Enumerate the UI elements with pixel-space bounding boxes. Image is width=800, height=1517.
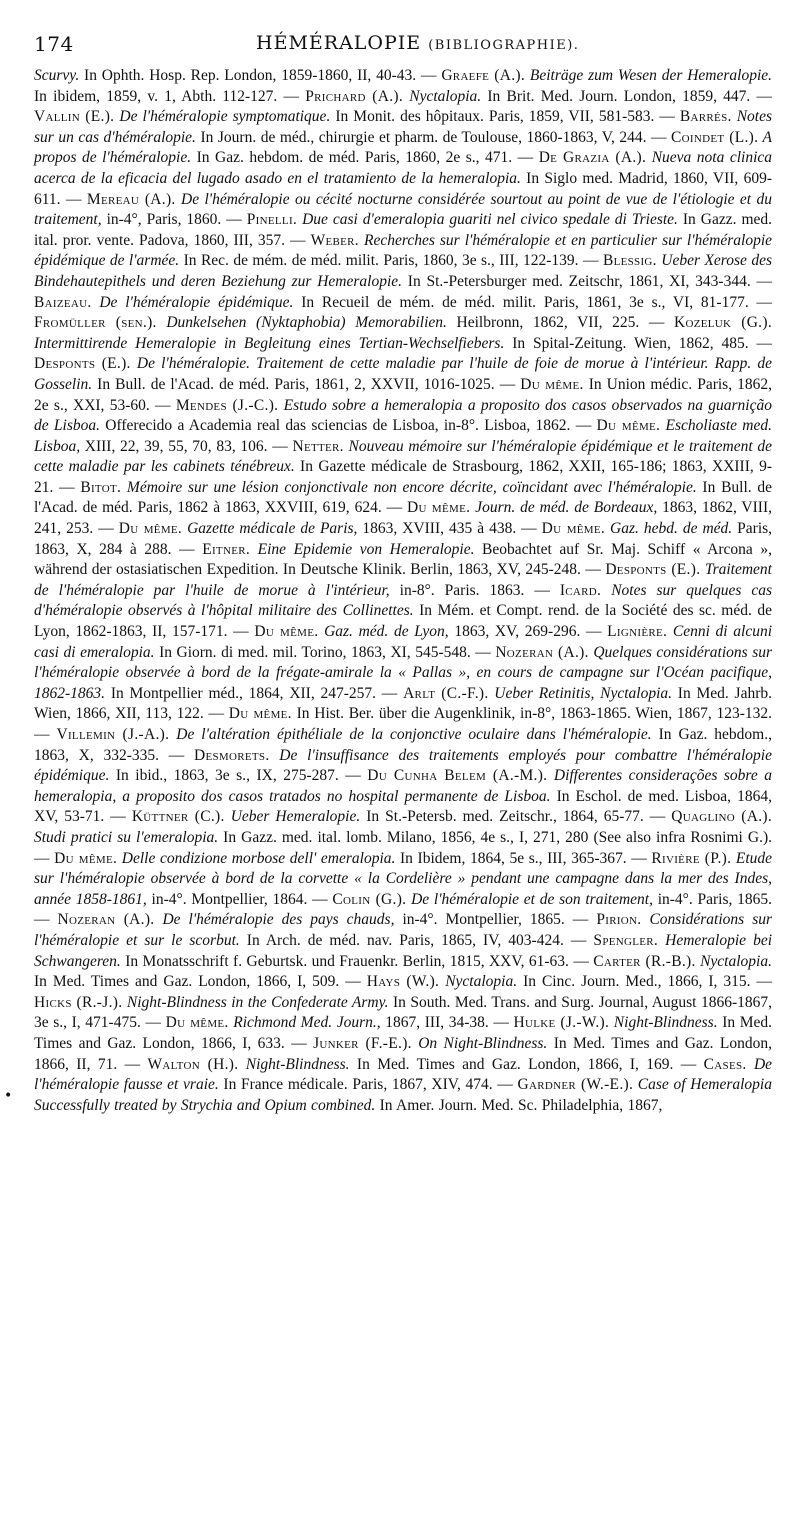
entry-title: Recherches sur l'héméralopie et en particulier sur l'héméralopie épidémique de l'armée. <box>34 231 773 270</box>
entry-title: Ueber Retinitis, Nyctalopia. <box>488 684 673 702</box>
entry-title: De l'héméralopie des pays chauds, <box>154 911 395 929</box>
entry-separator-dash: — <box>376 684 404 702</box>
entry-publication: In Gazz. med. ital. lomb. Milano, 1856, 4e s., I, 271, 280 (See also infra Rosnimi G.). <box>218 828 772 846</box>
entry-separator-dash: — <box>494 375 521 393</box>
entry-author: Weber. <box>310 231 359 249</box>
entry-author: Walton (H.). <box>147 1055 239 1073</box>
entry-separator-dash: — <box>140 1014 166 1032</box>
entry-author: De Grazia (A.). <box>538 149 647 167</box>
entry-author: Kozeluk (G.). <box>674 314 772 332</box>
entry-title: Studi pratici su l'emeralopia. <box>34 828 219 846</box>
entry-author: Du même. <box>254 623 319 641</box>
entry-publication: In St.-Petersb. med. Zeitschr., 1864, 65-77. <box>360 808 644 826</box>
entry-separator-dash: — <box>104 808 132 826</box>
entry-separator-dash: — <box>512 149 539 167</box>
entry-author: Netter. <box>292 437 344 455</box>
bibliography-entry <box>305 88 750 105</box>
bibliography-entry <box>34 67 416 84</box>
entry-author: Coindet (L.). <box>671 128 759 146</box>
entry-title: Nyctalopia. <box>403 87 482 105</box>
entry-title: Cenni di alcuni casi di emeralopia. <box>34 623 773 661</box>
entry-separator-dash: — <box>338 767 368 785</box>
entry-title: Notes sur quelques cas d'héméralopie observés à l'hôpital militaire des Collinettes. <box>34 581 772 620</box>
entry-publication: In Monatsschrift f. Geburtsk. und Frauenkr. Berlin, 1815, XXV, 61-63. <box>120 952 569 970</box>
entry-publication: Offerecido a Academia real das sciencias de Lisboa, in-8°. Lisboa, 1862. <box>100 417 571 435</box>
entry-separator-dash: — <box>673 1055 704 1073</box>
bibliography-entry <box>166 1014 489 1031</box>
entry-author: Bitot. <box>80 478 122 496</box>
entry-title: Escholiaste med. Lisboa, <box>34 417 772 455</box>
entry-publication: In Mém. et Compt. rend. de la Société des sc. méd. de Lyon, 1862-1863, II, 157-171. <box>34 602 773 641</box>
entry-author: Desponts (E.). <box>34 355 131 373</box>
entry-publication: In ibidem, 1859, v. 1, Abth. 112-127. <box>34 87 278 105</box>
entry-separator-dash: — <box>117 1055 148 1073</box>
entry-separator-dash: — <box>416 67 442 84</box>
entry-title: Differentes considerações sobre a hemeralopia, a proposito dos casos tratados no hospital permanente de Lisboa. <box>34 767 773 805</box>
running-title <box>256 32 579 54</box>
entry-author: Eitner. <box>202 540 251 558</box>
entry-separator-dash: — <box>221 211 247 229</box>
entry-title: Dunkelsehen (Nyktaphobia) Memorabilien. <box>156 314 447 332</box>
entry-title: De l'altération épithéliale de la conjonctive oculaire dans l'héméralopie. <box>169 726 652 743</box>
entry-author: Küttner (C.). <box>131 808 225 826</box>
entry-author: Du même. <box>541 520 606 538</box>
entry-publication: In Gaz. hebdom. de méd. Paris, 1860, 2e s., 471. <box>191 149 513 167</box>
entry-publication: In Union médic. Paris, 1862, 2e s., XXI, 53-60. <box>34 375 772 414</box>
entry-separator-dash: — <box>570 417 597 435</box>
entry-publication: In Med. Jahrb. Wien, 1866, XII, 113, 122. <box>34 684 772 723</box>
entry-separator-dash: — <box>564 911 597 929</box>
entry-title: A propos de l'héméralopie. <box>34 128 772 167</box>
entry-author: Colin (G.). <box>332 890 407 908</box>
entry-publication: In Monit. des hôpitaux. Paris, 1859, VII, 581-583. <box>330 108 655 126</box>
entry-author: Arlt (C.-F.). <box>403 684 489 702</box>
entry-title: Case of Hemeralopia Successfully treated by Strychia and Opium combined. <box>34 1076 772 1114</box>
entry-publication: In Med. Times and Gaz. London, 1866, II, 71. <box>34 1034 772 1073</box>
page-number: 174 <box>34 32 74 56</box>
entry-publication: 1863, XVIII, 435 à 438. <box>357 520 517 538</box>
entry-title: Nueva nota clinica acerca de la eficacia del lugado asado en el tratamiento de la hemeralopia. <box>34 149 773 187</box>
bibliography-entry <box>132 808 644 825</box>
entry-author: Du même. <box>118 520 183 538</box>
entry-separator-dash: — <box>750 87 773 105</box>
entry-publication: In Ophth. Hosp. Rep. London, 1859-1860, II, 40-43. <box>79 67 417 84</box>
entry-title: Night-Blindness. <box>609 1014 718 1032</box>
entry-separator-dash: — <box>524 581 560 599</box>
entry-title: Due casi d'emeralopia guariti nel civico spedale di Trieste. <box>297 211 678 229</box>
entry-author: Desmorets. <box>193 746 270 764</box>
entry-title: Nouveau mémoire sur l'héméralopie épidémique et le traitement de cette maladie par les cabinets ténébreux. <box>34 437 772 476</box>
entry-publication: in-8°. Paris. 1863. <box>389 581 525 599</box>
entry-title: De l'héméralopie. Traitement de cette maladie par l'huile de foie de morue à l'intérieur. Rapp. de Gosselin. <box>34 355 773 393</box>
entry-separator-dash: — <box>750 272 773 290</box>
entry-publication: In Brit. Med. Journ. London, 1859, 447. <box>481 87 751 105</box>
entry-publication: In Ibidem, 1864, 5e s., III, 365-367. <box>395 849 627 867</box>
entry-author: Baizeau. <box>34 293 92 311</box>
entry-title: Gaz. méd. de Lyon, <box>318 623 449 641</box>
entry-separator-dash: — <box>149 396 176 414</box>
entry-separator-dash: — <box>470 643 496 661</box>
entry-title: De l'héméralopie ou cécité nocturne considérée sourtout au point de vue de l'étiologie et du traitement, <box>34 190 773 229</box>
entry-separator-dash: — <box>171 540 203 558</box>
entry-separator-dash: — <box>60 190 87 208</box>
entry-separator-dash: — <box>34 911 58 929</box>
entry-separator-dash: — <box>492 1076 518 1094</box>
document-page <box>34 28 772 1116</box>
entry-separator-dash: — <box>488 1014 514 1032</box>
entry-publication: 1863, 1862, VIII, 241, 253. <box>34 499 772 538</box>
entry-publication: In Hist. Ber. über die Augenklinik, in-8°, 1863-1865. Wien, 1867, 123-132. <box>291 705 773 723</box>
entry-publication: In Gazette médicale de Strasbourg, 1862, XXII, 165-186; 1863, XXIII, 9-21. <box>34 458 773 496</box>
entry-separator-dash: — <box>646 128 672 146</box>
entry-title: Mémoire sur une lésion conjonctivale non encore décrite, coïncidant avec l'héméralopie. <box>121 478 697 496</box>
entry-publication: In South. Med. Trans. and Surg. Journal, August 1866-1867, 3e s., I, 471-475. <box>34 993 772 1032</box>
entry-author: Pinelli. <box>246 211 298 229</box>
bibliography-entry <box>332 891 772 908</box>
bibliography-text <box>34 66 772 1116</box>
entry-title: De l'héméralopie symptomatique. <box>114 108 331 126</box>
entry-author: Cases. <box>703 1055 747 1073</box>
entry-author: Nozeran (A.). <box>57 911 155 929</box>
entry-author: Du même. <box>520 375 584 393</box>
entry-title: Scurvy. <box>34 67 80 84</box>
entry-author: Quaglino (A.). <box>671 808 773 826</box>
entry-author: Hicks (R.-J.). <box>34 993 123 1011</box>
entry-author: Barrés. <box>679 108 732 126</box>
entry-publication: In Montpellier méd., 1864, XII, 247-257. <box>105 684 377 702</box>
entry-separator-dash: — <box>748 293 773 311</box>
entry-title: Intermittirende Hemeralopie in Begleitung eines Tertian-Wechselfiebers. <box>34 334 505 352</box>
entry-title: Quelques considérations sur l'héméralopie observée à bord de la frégate-amirale la « Pallas », en cours de campagne sur l'Océan pacifique, 1862-1863. <box>34 643 773 702</box>
bibliography-entry <box>34 314 639 331</box>
entry-author: Du même. <box>165 1014 229 1032</box>
entry-publication: in-4°. Montpellier, 1865. <box>394 911 565 929</box>
entry-separator-dash: — <box>748 334 773 352</box>
entry-publication: Beobachtet auf Sr. Maj. Schiff « Arcona », während der ostasiatischen Expedition. In Deutsche Klinik. Berlin, 1863, XV, 245-248. <box>34 540 773 579</box>
entry-title: Eine Epidemie von Hemeralopie. <box>250 540 475 558</box>
bibliography-entry <box>147 1056 673 1073</box>
entry-separator-dash: — <box>568 952 594 970</box>
entry-publication: In Spital-Zeitung. Wien, 1862, 485. <box>504 334 749 352</box>
entry-author: Graefe (A.). <box>441 67 526 84</box>
bibliography-entry <box>34 294 749 311</box>
entry-title: De l'héméralopie épidémique. <box>91 293 294 311</box>
entry-author: Vallin (E.). <box>34 108 115 126</box>
entry-separator-dash: — <box>563 931 594 949</box>
bibliography-entry <box>254 623 580 640</box>
entry-publication: 1867, III, 34-38. <box>380 1014 489 1032</box>
entry-separator-dash: — <box>93 520 119 538</box>
entry-publication: in-4°, Paris, 1860. <box>101 211 222 229</box>
entry-title: Richmond Med. Journ., <box>228 1014 381 1032</box>
entry-publication: In Amer. Journ. Med. Sc. Philadelphia, 1867, <box>375 1096 663 1114</box>
entry-publication: In Med. Times and Gaz. London, 1866, I, 633. <box>34 1014 773 1052</box>
entry-title: De l'héméralopie et de son traitement, <box>406 890 653 908</box>
running-title-subtitle: (BIBLIOGRAPHIE). <box>428 38 580 53</box>
entry-separator-dash: — <box>277 87 306 105</box>
entry-separator-dash: — <box>580 623 608 641</box>
entry-separator-dash: — <box>626 849 652 867</box>
entry-separator-dash: — <box>654 108 680 126</box>
entry-title: Notes sur un cas d'héméralopie. <box>34 108 773 146</box>
entry-publication: In Gazz. med. ital. pror. vente. Padova, 1860, III, 357. <box>34 211 773 249</box>
running-header <box>34 28 772 58</box>
entry-publication: In Eschol. de med. Lisboa, 1864, XV, 53-71. <box>34 787 773 826</box>
entry-publication: In Rec. de mém. de méd. milit. Paris, 1860, 3e s., III, 122-139. <box>179 252 579 270</box>
running-title-main: HÉMÉRALOPIE <box>256 32 422 54</box>
entry-author: Du même. <box>54 849 118 867</box>
entry-separator-dash: — <box>578 252 603 270</box>
entry-title: Gaz. hebd. de méd. <box>605 520 733 538</box>
entry-publication: In France médicale. Paris, 1867, XIV, 474. <box>218 1076 493 1094</box>
entry-separator-dash: — <box>53 478 81 496</box>
entry-publication: In Journ. de méd., chirurgie et pharm. de Toulouse, 1860-1863, V, 244. <box>195 128 647 146</box>
entry-author: Blessig. <box>602 252 657 270</box>
entry-title: Considérations sur l'héméralopie et sur le scorbut. <box>34 911 773 949</box>
entry-author: Desponts (E.). <box>605 561 701 579</box>
entry-title: Ueber Xerose des Bindehautepithels und deren Beziehung zur Hemeralopie. <box>34 252 772 290</box>
entry-author: Icard. <box>559 581 602 599</box>
entry-separator-dash: — <box>339 973 367 991</box>
entry-title: Traitement de l'héméralopie par l'huile de morue à l'intérieur, <box>34 561 772 599</box>
bibliography-entry <box>54 850 627 867</box>
entry-title: Estudo sobre a hemeralopia a proposito dos casos observados na guarnição de Lisboa. <box>34 396 772 435</box>
entry-author: Spengler. <box>593 931 659 949</box>
entry-author: Du même. <box>228 705 292 723</box>
entry-publication: In Arch. de méd. nav. Paris, 1865, IV, 403-424. <box>239 931 564 949</box>
entry-title: Hemeralopie bei Schwangeren. <box>34 931 773 970</box>
entry-title: Delle condizione morbose dell' emeralopia. <box>117 849 396 867</box>
entry-separator-dash: — <box>516 520 542 538</box>
entry-title: Journ. de méd. de Bordeaux, <box>470 499 658 517</box>
entry-title: Night-Blindness. <box>238 1055 350 1073</box>
entry-separator-dash: — <box>307 890 333 908</box>
bibliography-entry <box>367 973 751 990</box>
entry-separator-dash: — <box>381 499 407 517</box>
entry-author: Carter (R.-B.). <box>593 952 696 970</box>
entry-publication: In Giorn. di med. mil. Torino, 1863, XI, 545-548. <box>154 643 471 661</box>
entry-publication: In Bull. de l'Acad. de méd. Paris, 1862 à 1863, XXVIII, 619, 624. <box>34 478 772 517</box>
entry-publication: In Cinc. Journ. Med., 1866, I, 315. <box>517 973 751 991</box>
entry-title: De l'héméralopie fausse et vraie. <box>34 1055 773 1094</box>
entry-title: Ueber Hemeralopie. <box>224 808 361 826</box>
entry-author: Fromüller (sen.). <box>34 314 157 332</box>
entry-title: On Night-Blindness. <box>411 1034 548 1052</box>
entry-separator-dash: — <box>34 726 57 743</box>
entry-separator-dash: — <box>203 705 229 723</box>
entry-publication: 1863, XV, 269-296. <box>448 623 581 641</box>
entry-publication: In ibid., 1863, 3e s., IX, 275-287. <box>109 767 339 785</box>
entry-author: Du même. <box>596 417 661 435</box>
entry-publication: XIII, 22, 39, 55, 70, 83, 106. <box>80 437 268 455</box>
entry-title: Nyctalopia. <box>695 952 772 970</box>
entry-publication: In Gaz. hebdom., 1863, X, 332-335. <box>34 726 772 764</box>
entry-title: Nyctalopia. <box>439 973 518 991</box>
entry-publication: in-4°. Montpellier, 1864. <box>146 890 308 908</box>
margin-bullet-mark: • <box>4 1088 13 1104</box>
entry-publication: In Med. Times and Gaz. London, 1866, I, 169. <box>349 1055 674 1073</box>
entry-publication: In Bull. de l'Acad. de méd. Paris, 1861, 2, XXVII, 1016-1025. <box>92 375 495 393</box>
entry-title: Beiträge zum Wesen der Hemeralopie. <box>525 67 773 84</box>
entry-separator-dash: — <box>158 746 194 764</box>
entry-author: Prichard (A.). <box>305 87 404 105</box>
entry-separator-dash: — <box>643 808 672 826</box>
entry-publication: Paris, 1863, X, 284 à 288. <box>34 520 773 558</box>
entry-title: De l'insuffisance des traitements employés pour combattre l'héméralopie épidémique. <box>34 746 772 785</box>
entry-title: Night-Blindness in the Confederate Army. <box>122 993 389 1011</box>
entry-publication: Heilbronn, 1862, VII, 225. <box>446 314 640 332</box>
entry-publication: In Recueil de mém. de méd. milit. Paris, 1861, 3e s., VI, 81-177. <box>293 293 749 311</box>
entry-publication: In Siglo med. Madrid, 1860, VII, 609-611. <box>34 169 772 208</box>
entry-publication: in-4°. Paris, 1865. <box>652 890 772 908</box>
entry-author: Junker (F.-E.). <box>313 1034 412 1052</box>
entry-author: Pirion. <box>596 911 642 929</box>
entry-separator-dash: — <box>284 1034 314 1052</box>
entry-separator-dash: — <box>267 437 293 455</box>
bibliography-entry <box>34 108 654 125</box>
entry-title: Gazette médicale de Paris, <box>182 520 358 538</box>
entry-separator-dash: — <box>285 231 311 249</box>
entry-author: Rivière (P.). <box>651 849 732 867</box>
bibliography-entry <box>58 911 565 928</box>
entry-author: Nozeran (A.). <box>495 643 589 661</box>
entry-separator-dash: — <box>34 849 55 867</box>
entry-title: Etude sur l'héméralopie observée à bord de la corvette « la Cordelière » pendant une campagne dans la mer des Indes, année 1858-1861, <box>34 849 773 908</box>
entry-separator-dash: — <box>750 973 773 991</box>
entry-publication: In St.-Petersburger med. Zeitschr, 1861, XI, 343-344. <box>402 272 751 290</box>
entry-author: Mereau (A.). <box>86 190 176 208</box>
entry-separator-dash: — <box>227 623 255 641</box>
bibliography-entry <box>119 520 517 537</box>
entry-author: Hulke (J.-W.). <box>513 1014 610 1032</box>
entry-separator-dash: — <box>580 561 606 579</box>
entry-author: Mendes (J.-C.). <box>175 396 279 414</box>
entry-author: Gardner (W.-E.). <box>517 1076 634 1094</box>
entry-author: Du même. <box>406 499 471 517</box>
entry-author: Lignière. <box>607 623 668 641</box>
entry-author: Du Cunha Belem (A.-M.). <box>367 767 548 785</box>
entry-separator-dash: — <box>639 314 675 332</box>
entry-author: Hays (W.). <box>366 973 440 991</box>
bibliography-entry <box>229 705 772 722</box>
entry-author: Villemin (J.-A.). <box>56 726 170 743</box>
entry-publication: In Med. Times and Gaz. London, 1866, I, 509. <box>34 973 340 991</box>
